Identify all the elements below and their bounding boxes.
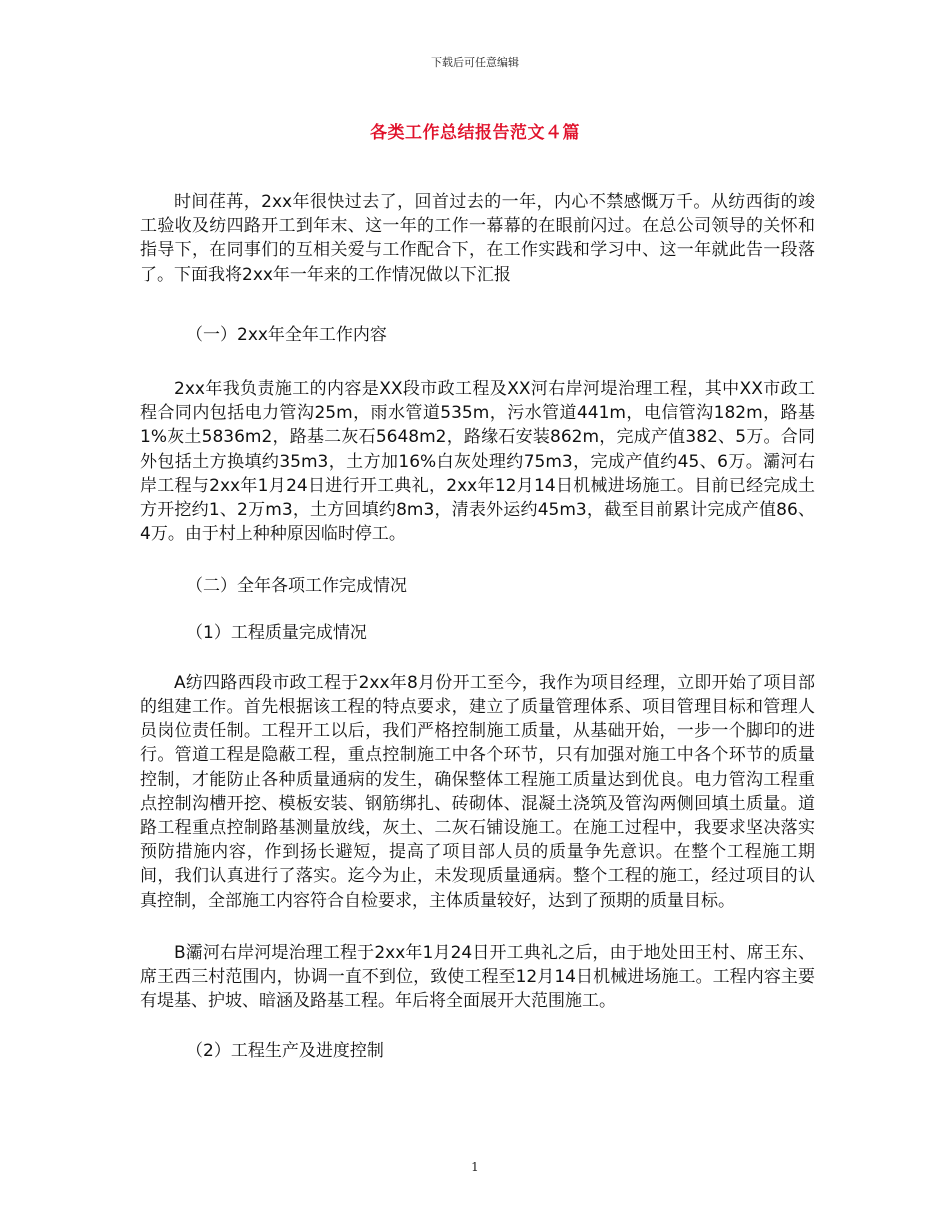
paragraph-quality-a: A纺四路西段市政工程于2xx年8月份开工至今，我作为项目经理，立即开始了项目部的组建工作。首先根据该工程的特点要求，建立了质量管理体系、项目管理目标和管理人员岗位责任制。工程开工以后，我们严格控制施工质量，从基础开始，一步一个脚印的进行。管道工程是隐蔽工程，重点控制施工中各个环节，只有加强对施工中各个环节的质量控制，才能防止各种质量通病的发生，确保整体工程施工质量达到优良。电力管沟工程重点控制沟槽开挖、模板安装、钢筋绑扎、砖砌体、混凝土浇筑及管沟两侧回填土质量。道路工程重点控制路基测量放线，灰土、二灰石铺设施工。在施工过程中，我要求坚决落实预防措施内容，作到扬长避短，提高了项目部人员的质量争先意识。在整个工程施工期间，我们认真进行了落实。迄今为止，未发现质量通病。整个工程的施工，经过项目的认真控制，全部施工内容符合自检要求，主体质量较好，达到了预期的质量目标。 [140,672,815,911]
heading-completion-status: （二）全年各项工作完成情况 [186,576,407,597]
heading-annual-work-content: （一）2xx年全年工作内容 [186,324,387,345]
document-body [140,190,815,1064]
heading-quality-completion: （1）工程质量完成情况 [186,622,367,643]
header-note: 下载后可任意编辑 [431,56,519,69]
document-title: 各类工作总结报告范文４篇 [370,123,580,143]
paragraph-intro: 时间荏苒，2xx年很快过去了，回首过去的一年，内心不禁感慨万千。从纺西街的竣工验收及纺四路开工到年末、这一年的工作一幕幕的在眼前闪过。在总公司领导的关怀和指导下，在同事们的互相关爱与工作配合下，在工作实践和学习中、这一年就此告一段落了。下面我将2xx年一年来的工作情况做以下汇报 [140,192,815,285]
paragraph-work-content: 2xx年我负责施工的内容是XX段市政工程及XX河右岸河堤治理工程，其中XX市政工程合同内包括电力管沟25m，雨水管道535m，污水管道441m，电信管沟182m，路基1%灰土5836m2，路基二灰石5648m2，路缘石安装862m，完成产值382、5万。合同外包括土方换填约35m3，土方加16%白灰处理约75m3，完成产值约45、6万。灞河右岸工程与2xx年1月24日进行开工典礼，2xx年12月14日机械进场施工。目前已经完成土方开挖约1、2万m3，土方回填约8m3，清表外运约45m3，截至目前累计完成产值86、4万。由于村上种种原因临时停工。 [140,379,815,545]
paragraph-quality-b: B灞河右岸河堤治理工程于2xx年1月24日开工典礼之后，由于地处田王村、席王东、席王西三村范围内，协调一直不到位，致使工程至12月14日机械进场施工。工程内容主要有堤基、护坡、暗涵及路基工程。年后将全面展开大范围施工。 [140,942,815,1012]
heading-production-progress: （2）工程生产及进度控制 [186,1041,384,1062]
page-number: 1 [471,1160,479,1174]
